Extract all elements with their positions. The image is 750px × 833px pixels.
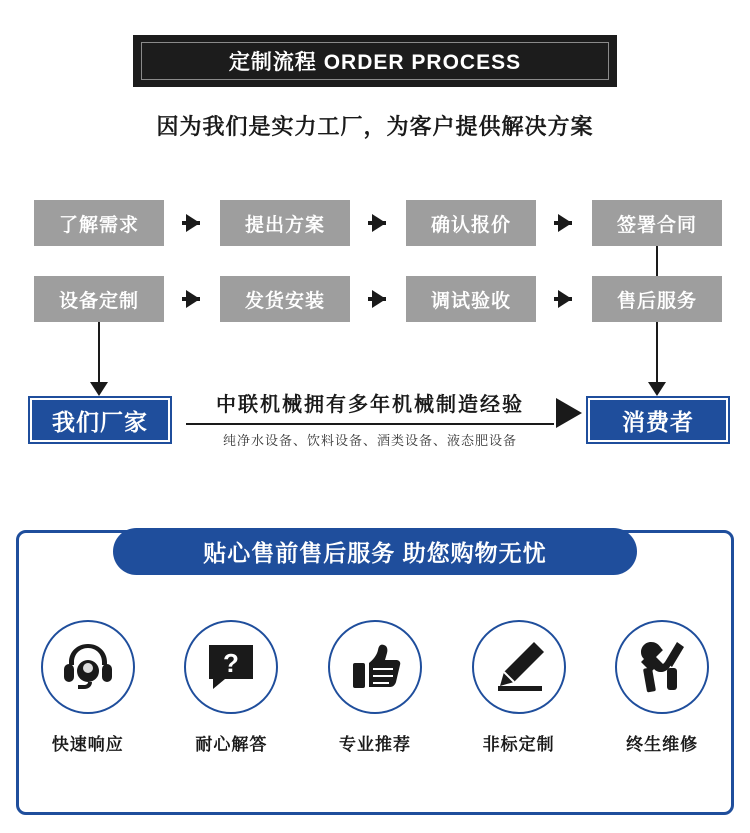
service-item-4 <box>455 620 583 755</box>
order-process-subtitle: 因为我们是实力工厂，为客户提供解决方案 <box>156 114 594 139</box>
service-item-5 <box>598 620 726 755</box>
flow-step-3: 确认报价 <box>406 200 536 246</box>
flow-step-5: 设备定制 <box>34 276 164 322</box>
center-statement-sub: 纯净水设备、饮料设备、酒类设备、液态肥设备 <box>222 433 517 448</box>
flow-step-4: 签署合同 <box>592 200 722 246</box>
flow-connector-right-vertical <box>656 322 658 384</box>
service-item-5-label: 终生维修 <box>626 735 699 754</box>
svg-text:?: ? <box>223 648 240 678</box>
pencil-icon <box>472 620 566 714</box>
flow-arrow-down-right <box>648 382 666 396</box>
question-mark-icon <box>184 620 278 714</box>
service-item-3-label: 专业推荐 <box>338 735 411 754</box>
service-item-1-label: 快速响应 <box>51 735 124 754</box>
service-icons-row <box>16 620 734 755</box>
flow-arrow-right-2 <box>372 214 386 232</box>
service-item-3 <box>311 620 439 755</box>
service-item-2-label: 耐心解答 <box>195 735 268 754</box>
flow-step-6: 发货安装 <box>220 276 350 322</box>
center-statement <box>186 388 554 449</box>
flow-step-1: 了解需求 <box>34 200 164 246</box>
flow-step-7: 调试验收 <box>406 276 536 322</box>
headset-icon <box>41 620 135 714</box>
service-item-1 <box>24 620 152 755</box>
center-statement-rule <box>186 423 554 425</box>
order-process-banner-title: 定制流程 ORDER PROCESS <box>228 51 522 74</box>
flow-arrow-right-5 <box>372 290 386 308</box>
service-panel-title: 贴心售前售后服务 助您购物无忧 <box>113 528 637 575</box>
service-item-4-label: 非标定制 <box>482 735 555 754</box>
flow-arrow-down-left <box>90 382 108 396</box>
flow-arrow-to-consumer <box>556 398 582 428</box>
order-process-banner-inner <box>141 42 609 80</box>
flow-step-8: 售后服务 <box>592 276 722 322</box>
flow-arrow-right-6 <box>558 290 572 308</box>
factory-label: 我们厂家 <box>30 398 170 442</box>
service-item-2 <box>167 620 295 755</box>
wrench-screwdriver-icon <box>615 620 709 714</box>
flow-connector-row1-to-row2 <box>656 246 658 276</box>
flow-arrow-right-3 <box>558 214 572 232</box>
flow-connector-left-vertical <box>98 322 100 384</box>
flow-arrow-right-4 <box>186 290 200 308</box>
flow-step-2: 提出方案 <box>220 200 350 246</box>
consumer-label: 消费者 <box>588 398 728 442</box>
order-process-banner <box>133 35 617 87</box>
thumbs-up-icon <box>328 620 422 714</box>
center-statement-main: 中联机械拥有多年机械制造经验 <box>216 394 524 416</box>
flow-arrow-right-1 <box>186 214 200 232</box>
